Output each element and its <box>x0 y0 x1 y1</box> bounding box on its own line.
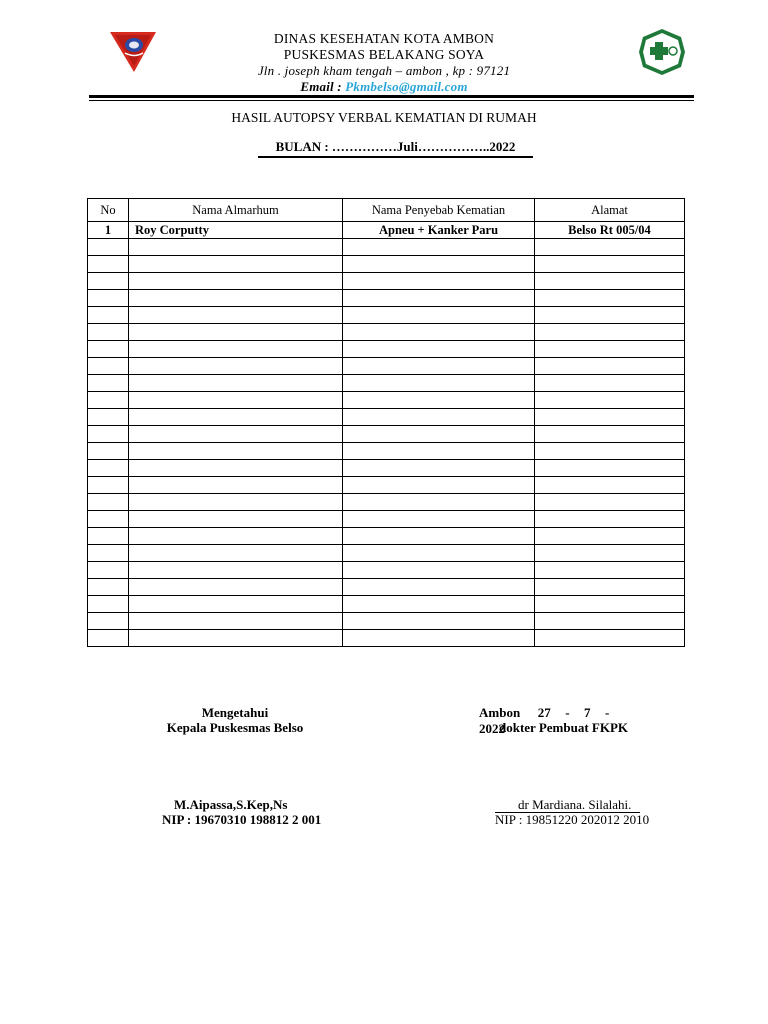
empty-cell <box>343 358 535 375</box>
empty-cell <box>343 307 535 324</box>
empty-cell <box>88 409 129 426</box>
empty-cell <box>343 375 535 392</box>
period-line: BULAN : ……………Juli……………..2022 <box>258 139 533 158</box>
clinic-address: Jln . joseph kham tengah – ambon , kp : 97121 <box>257 63 511 78</box>
empty-cell <box>535 596 685 613</box>
table-row <box>88 307 685 324</box>
empty-cell <box>88 494 129 511</box>
date-day: 27 <box>537 705 551 720</box>
date-month: 7 <box>584 705 591 720</box>
empty-cell <box>535 290 685 307</box>
date-place: Ambon <box>479 705 521 720</box>
date-sep-1: - <box>565 705 570 720</box>
empty-cell <box>343 511 535 528</box>
table-row <box>88 392 685 409</box>
cell-cause: Apneu + Kanker Paru <box>343 222 535 239</box>
empty-cell <box>343 613 535 630</box>
table-row <box>88 375 685 392</box>
table-row <box>88 409 685 426</box>
email-link[interactable]: Pkmbelso@gmail.com <box>345 79 468 94</box>
table-row <box>88 545 685 562</box>
table-row <box>88 358 685 375</box>
empty-cell <box>343 477 535 494</box>
empty-cell <box>343 273 535 290</box>
table-row <box>88 290 685 307</box>
left-caption-2: Kepala Puskesmas Belso <box>166 720 304 735</box>
table-row <box>88 494 685 511</box>
col-header-no: No <box>88 199 129 222</box>
empty-cell <box>343 545 535 562</box>
email-line <box>0 79 768 95</box>
empty-cell <box>129 273 343 290</box>
empty-cell <box>129 239 343 256</box>
empty-cell <box>343 409 535 426</box>
empty-cell <box>88 307 129 324</box>
empty-cell <box>88 426 129 443</box>
page-title: HASIL AUTOPSY VERBAL KEMATIAN DI RUMAH <box>231 110 537 125</box>
empty-cell <box>129 341 343 358</box>
empty-cell <box>535 460 685 477</box>
empty-cell <box>343 341 535 358</box>
clinic-name: PUSKESMAS BELAKANG SOYA <box>283 47 485 62</box>
empty-cell <box>88 375 129 392</box>
empty-cell <box>129 528 343 545</box>
table-row <box>88 630 685 647</box>
table-row <box>88 239 685 256</box>
empty-cell <box>88 579 129 596</box>
header-rule-thin <box>89 100 694 101</box>
empty-cell <box>88 273 129 290</box>
empty-cell <box>343 324 535 341</box>
empty-cell <box>88 511 129 528</box>
table-row <box>88 477 685 494</box>
table-row <box>88 222 685 239</box>
empty-cell <box>343 460 535 477</box>
empty-cell <box>88 239 129 256</box>
empty-cell <box>535 511 685 528</box>
table-header-row <box>88 199 685 222</box>
empty-cell <box>88 341 129 358</box>
header-rule-thick <box>89 95 694 98</box>
empty-cell <box>129 579 343 596</box>
empty-cell <box>129 494 343 511</box>
empty-cell <box>88 324 129 341</box>
table-row <box>88 579 685 596</box>
empty-cell <box>343 443 535 460</box>
col-header-name: Nama Almarhum <box>129 199 343 222</box>
agency-name: DINAS KESEHATAN KOTA AMBON <box>273 31 495 46</box>
empty-cell <box>343 426 535 443</box>
empty-cell <box>535 273 685 290</box>
empty-cell <box>535 579 685 596</box>
empty-cell <box>129 443 343 460</box>
right-signer-nip: NIP : 19851220 202012 2010 <box>495 812 650 827</box>
empty-cell <box>343 392 535 409</box>
empty-cell <box>129 426 343 443</box>
empty-cell <box>129 477 343 494</box>
empty-cell <box>343 596 535 613</box>
table-row <box>88 273 685 290</box>
empty-cell <box>88 256 129 273</box>
empty-cell <box>88 477 129 494</box>
empty-cell <box>535 545 685 562</box>
table-row <box>88 511 685 528</box>
empty-cell <box>129 256 343 273</box>
empty-cell <box>88 443 129 460</box>
empty-cell <box>129 409 343 426</box>
table-row <box>88 528 685 545</box>
empty-cell <box>129 562 343 579</box>
empty-cell <box>535 613 685 630</box>
table-row <box>88 426 685 443</box>
empty-cell <box>535 562 685 579</box>
table-row <box>88 324 685 341</box>
empty-cell <box>129 324 343 341</box>
empty-cell <box>129 375 343 392</box>
table-row <box>88 341 685 358</box>
table-row <box>88 443 685 460</box>
empty-cell <box>88 290 129 307</box>
empty-cell <box>88 392 129 409</box>
empty-cell <box>535 358 685 375</box>
empty-cell <box>129 630 343 647</box>
empty-cell <box>535 630 685 647</box>
empty-cell <box>88 460 129 477</box>
empty-cell <box>535 392 685 409</box>
empty-cell <box>343 239 535 256</box>
table-row <box>88 613 685 630</box>
cell-no: 1 <box>88 222 129 239</box>
cell-name: Roy Corputty <box>129 222 343 239</box>
empty-cell <box>535 477 685 494</box>
empty-cell <box>535 426 685 443</box>
email-label: Email : <box>300 79 342 94</box>
empty-cell <box>535 307 685 324</box>
empty-cell <box>535 494 685 511</box>
empty-cell <box>88 545 129 562</box>
table-row <box>88 460 685 477</box>
empty-cell <box>88 630 129 647</box>
empty-cell <box>535 341 685 358</box>
empty-cell <box>535 375 685 392</box>
cell-address: Belso Rt 005/04 <box>535 222 685 239</box>
right-signer-name: dr Mardiana. Silalahi. <box>518 797 632 812</box>
empty-cell <box>129 290 343 307</box>
empty-cell <box>535 443 685 460</box>
left-signer-name: M.Aipassa,S.Kep,Ns <box>174 797 288 812</box>
empty-cell <box>535 256 685 273</box>
empty-cell <box>343 290 535 307</box>
empty-cell <box>343 256 535 273</box>
empty-cell <box>129 358 343 375</box>
empty-cell <box>88 596 129 613</box>
empty-cell <box>129 511 343 528</box>
empty-cell <box>88 562 129 579</box>
empty-cell <box>535 324 685 341</box>
empty-cell <box>88 613 129 630</box>
col-header-cause: Nama Penyebab Kematian <box>343 199 535 222</box>
empty-cell <box>343 494 535 511</box>
empty-cell <box>129 307 343 324</box>
table-row <box>88 596 685 613</box>
empty-cell <box>535 409 685 426</box>
table-row <box>88 256 685 273</box>
empty-cell <box>88 358 129 375</box>
empty-cell <box>88 528 129 545</box>
col-header-address: Alamat <box>535 199 685 222</box>
empty-cell <box>343 630 535 647</box>
date-sep-2: - <box>605 705 610 720</box>
date-year: 2022 <box>479 721 505 736</box>
right-caption-2: dokter Pembuat FKPK <box>499 720 629 735</box>
empty-cell <box>129 392 343 409</box>
left-signer-nip: NIP : 19670310 198812 2 001 <box>162 812 322 827</box>
left-caption-1: Mengetahui <box>201 705 269 720</box>
death-report-table <box>87 198 685 647</box>
empty-cell <box>535 239 685 256</box>
empty-cell <box>343 579 535 596</box>
empty-cell <box>343 528 535 545</box>
empty-cell <box>129 613 343 630</box>
empty-cell <box>535 528 685 545</box>
empty-cell <box>129 460 343 477</box>
empty-cell <box>343 562 535 579</box>
empty-cell <box>129 596 343 613</box>
table-row <box>88 562 685 579</box>
empty-cell <box>129 545 343 562</box>
